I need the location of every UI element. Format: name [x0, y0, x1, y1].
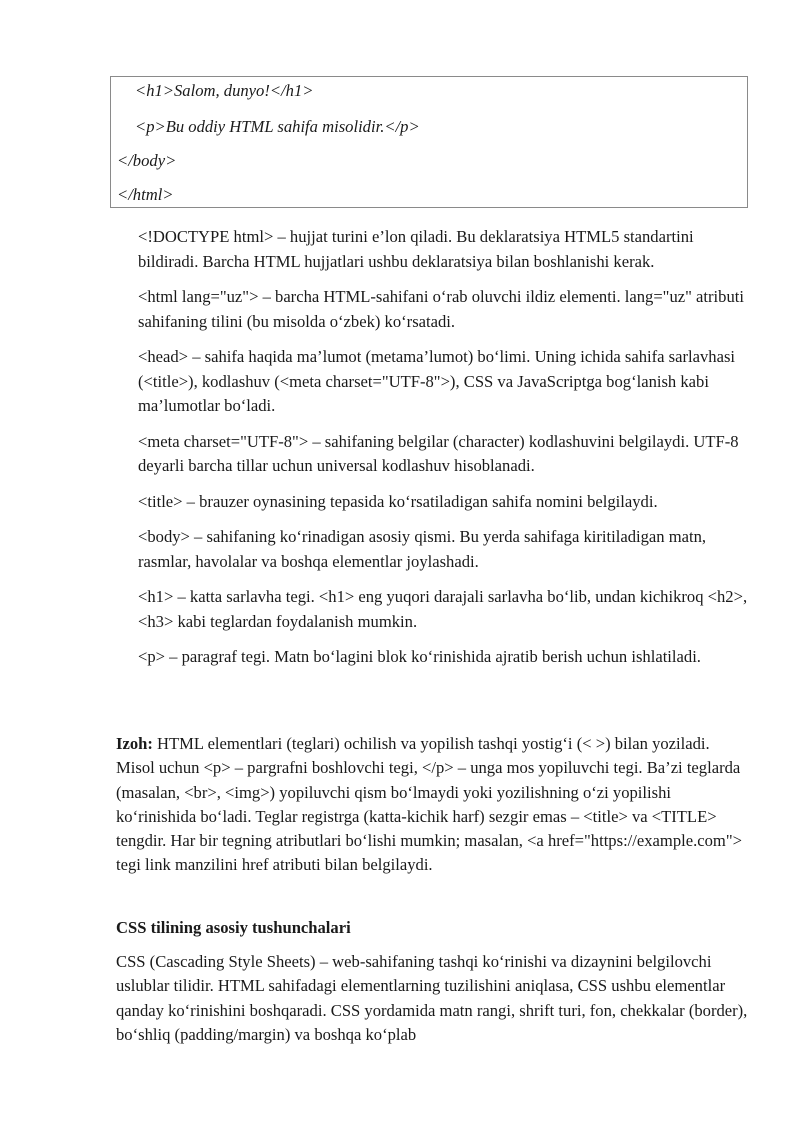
definition-body: <body> – sahifaning ko‘rinadigan asosiy qismi. Bu yerda sahifaga kiritiladigan matn, rasmlar, havolalar va boshqa elementlar joylashadi.	[138, 527, 707, 571]
definition-meta: <meta charset="UTF-8"> – sahifaning belgilar (character) kodlashuvini belgilaydi. UTF-8 deyarli barcha tillar uchun universal kodlashuv hisoblanadi.	[138, 431, 739, 475]
definition-head: <head> – sahifa haqida ma’lumot (metama’lumot) bo‘limi. Uning ichida sahifa sarlavhasi (<title>), kodlashuv (<meta charset="UTF-8">), CSS va JavaScriptga bog‘lanish kabi ma’lumotlar bo‘ladi.	[138, 347, 736, 415]
tag-definitions-list	[138, 225, 748, 681]
definition-h1: <h1> – katta sarlavha tegi. <h1> eng yuqori darajali sarlavha bo‘lib, undan kichikroq <h2>, <h3> kabi teglardan foydalanish mumkin.	[138, 587, 748, 631]
code-line-p: <p>Bu oddiy HTML sahifa misolidir.</p>	[135, 117, 420, 136]
note-paragraph	[116, 732, 748, 878]
note-label: Izoh:	[116, 734, 153, 753]
definition-p: <p> – paragraf tegi. Matn bo‘lagini blok ko‘rinishida ajratib berish uchun ishlatiladi.	[138, 647, 701, 666]
code-line-h1: <h1>Salom, dunyo!</h1>	[135, 81, 314, 100]
code-line-body-close: </body>	[117, 151, 177, 170]
definition-doctype: <!DOCTYPE html> – hujjat turini e’lon qiladi. Bu deklaratsiya HTML5 standartini bildiradi. Barcha HTML hujjatlari ushbu deklaratsiya bilan boshlanishi kerak.	[138, 227, 694, 271]
code-line-html-close: </html>	[117, 185, 174, 204]
section-heading-css: CSS tilining asosiy tushunchalari	[116, 918, 351, 937]
definition-html: <html lang="uz"> – barcha HTML-sahifani o‘rab oluvchi ildiz elementi. lang="uz" atributi sahifaning tilini (bu misolda o‘zbek) ko‘rsatadi.	[138, 287, 744, 331]
definition-title: <title> – brauzer oynasining tepasida ko‘rsatiladigan sahifa nomini belgilaydi.	[138, 491, 658, 511]
code-example-box	[110, 76, 748, 208]
note-text: HTML elementlari (teglari) ochilish va yopilish tashqi yostig‘i (< >) bilan yoziladi. Misol uchun <p> – pargrafni boshlovchi tegi, </p> – unga mos yopiluvchi tegi. Ba’zi teglarda (masalan, <br>, <img>) yopiluvchi qism bo‘lmaydi yoki yozilishning o‘zi yopilishi ko‘rinishida bo‘ladi. Teglar registrga (katta-kichik harf) sezgir emas – <title> va <TITLE> tengdir. Har bir tegning atributlari bo‘lishi mumkin; masalan, <a href="https://example.com"> tegi link manzilini href atributi bilan belgilaydi.	[116, 734, 742, 875]
css-intro-paragraph: CSS (Cascading Style Sheets) – web-sahifaning tashqi ko‘rinishi va dizaynini belgilovchi uslublar tilidir. HTML sahifadagi elementlarning tuzilishini aniqlasa, CSS ushbu elementlar qanday ko‘rinishini boshqaradi. CSS yordamida matn rangi, shrift turi, fon, chekkalar (border), bo‘shliq (padding/margin) va boshqa ko‘plab	[116, 952, 748, 1044]
